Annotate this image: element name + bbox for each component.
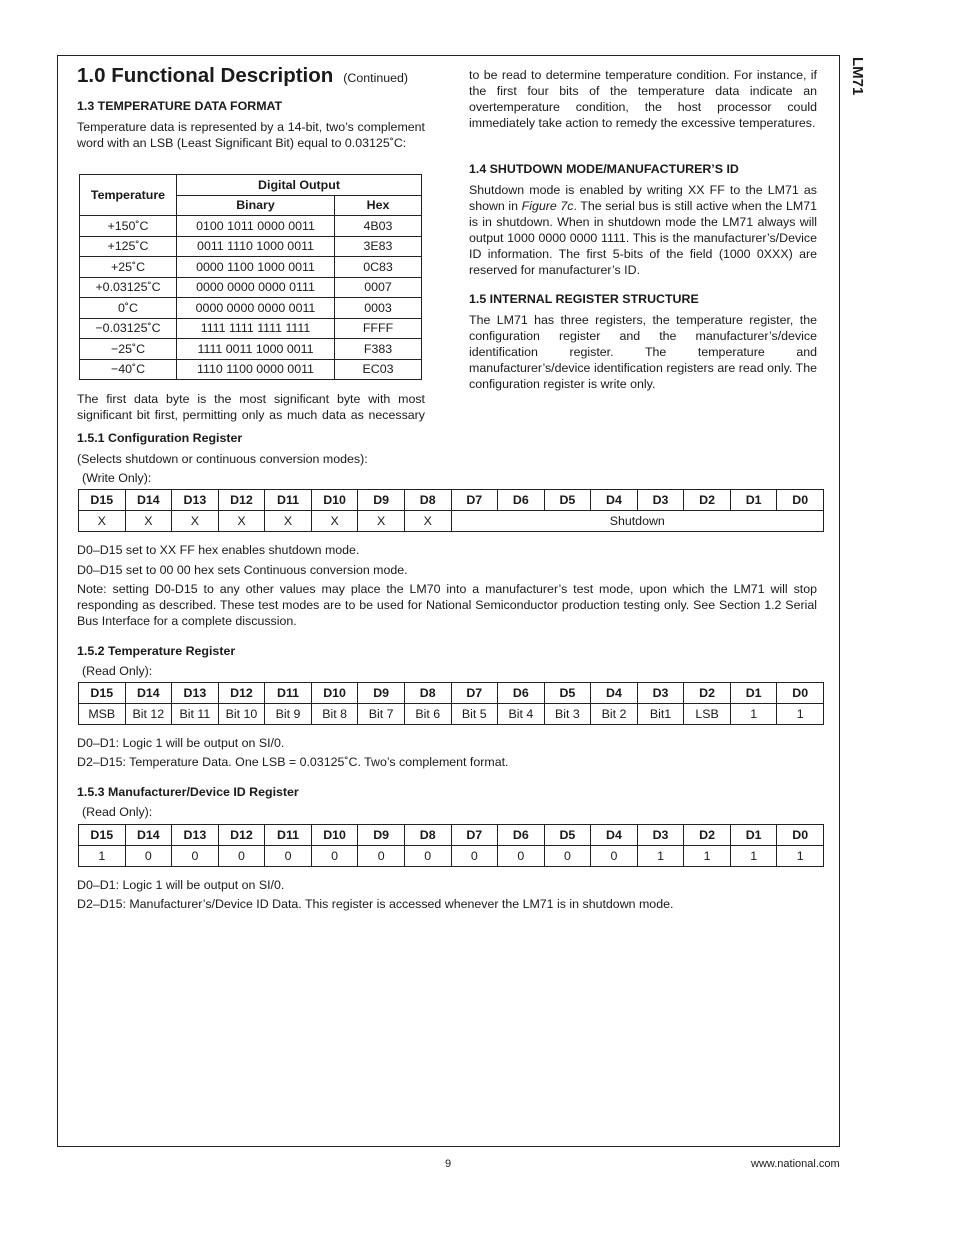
bit-header-cell: D11 <box>265 490 312 511</box>
bit-header-cell: D8 <box>404 683 451 704</box>
continued-note: (Continued) <box>343 71 409 85</box>
bit-header-cell: D6 <box>498 490 545 511</box>
bit-header-cell: D0 <box>777 683 824 704</box>
config-register-table <box>78 489 824 532</box>
temperature-row <box>80 277 422 298</box>
bit-header-cell: D7 <box>451 825 498 846</box>
bit-value-cell: 0 <box>544 846 591 867</box>
side-part-label: LM71 <box>849 57 866 96</box>
bit-value-cell: X <box>358 511 405 532</box>
binary-cell: 0000 0000 0000 0011 <box>177 298 335 319</box>
hex-cell: FFFF <box>335 318 422 339</box>
binary-cell: 1111 1111 1111 1111 <box>177 318 335 339</box>
bit-header-row <box>79 683 824 704</box>
config-note-3: Note: setting D0-D15 to any other values may place the LM70 into a manufacturer’s test mode, upon which the LM71 will stop responding as described. These test modes are to be used for National Semiconductor production testing only. See Section 1.2 Serial Bus Interface for a complete discussion. <box>77 582 817 628</box>
bit-value-cell: 1 <box>79 846 126 867</box>
id-note-1: D0–D1: Logic 1 will be output on SI/0. <box>77 878 285 892</box>
col-hex-header: Hex <box>335 195 422 216</box>
col-binary-header: Binary <box>177 195 335 216</box>
bit-header-cell: D13 <box>172 683 219 704</box>
bit-value-cell: X <box>265 511 312 532</box>
bit-header-cell: D9 <box>358 825 405 846</box>
bit-value-cell: X <box>311 511 358 532</box>
temp-cell: +150˚C <box>80 216 177 237</box>
config-register-subtitle: (Selects shutdown or continuous conversion modes): <box>77 452 368 466</box>
col-digital-output-header: Digital Output <box>177 175 422 196</box>
bit-value-cell: Bit 10 <box>218 704 265 725</box>
bit-header-cell: D3 <box>637 825 684 846</box>
bit-value-cell: Bit 2 <box>591 704 638 725</box>
bit-value-cell: 0 <box>125 846 172 867</box>
bit-value-cell: Bit 3 <box>544 704 591 725</box>
bit-value-cell: 0 <box>358 846 405 867</box>
temperature-row <box>80 257 422 278</box>
bit-value-cell: Bit 8 <box>311 704 358 725</box>
bit-value-cell: X <box>125 511 172 532</box>
bit-header-cell: D0 <box>777 490 824 511</box>
bit-header-cell: D1 <box>730 683 777 704</box>
bit-header-cell: D13 <box>172 490 219 511</box>
temp-cell: +25˚C <box>80 257 177 278</box>
bit-header-cell: D2 <box>684 825 731 846</box>
figure-reference: Figure 7c <box>521 199 574 213</box>
bit-header-cell: D14 <box>125 825 172 846</box>
temp-value-row <box>79 704 824 725</box>
bit-value-cell: LSB <box>684 704 731 725</box>
bit-value-cell: 0 <box>404 846 451 867</box>
temp-register-access: (Read Only): <box>82 664 153 678</box>
bit-value-cell: X <box>79 511 126 532</box>
binary-cell: 1110 1100 0000 0011 <box>177 359 335 380</box>
heading-1-3: 1.3 TEMPERATURE DATA FORMAT <box>77 99 283 113</box>
binary-cell: 0000 1100 1000 0011 <box>177 257 335 278</box>
hex-cell: F383 <box>335 339 422 360</box>
shutdown-bits-cell: Shutdown <box>451 511 824 532</box>
config-note-2: D0–D15 set to 00 00 hex sets Continuous conversion mode. <box>77 563 408 577</box>
id-value-row <box>79 846 824 867</box>
hex-cell: 0C83 <box>335 257 422 278</box>
bit-value-cell: MSB <box>79 704 126 725</box>
section-title: 1.0 Functional Description (Continued) <box>77 64 409 87</box>
bit-header-cell: D15 <box>79 825 126 846</box>
bit-header-cell: D10 <box>311 825 358 846</box>
temp-cell: +0.03125˚C <box>80 277 177 298</box>
config-note-1: D0–D15 set to XX FF hex enables shutdown mode. <box>77 543 360 557</box>
bit-header-cell: D4 <box>591 683 638 704</box>
temperature-row <box>80 298 422 319</box>
bit-value-cell: Bit 9 <box>265 704 312 725</box>
heading-1-5-3: 1.5.3 Manufacturer/Device ID Register <box>77 785 299 799</box>
bit-header-cell: D11 <box>265 825 312 846</box>
bit-value-cell: Bit 7 <box>358 704 405 725</box>
paragraph-1-3-after-col2: to be read to determine temperature condition. For instance, if the first four bits of the temperature data indicate an overtemperature condition, the host processor could immediately take action to remedy the excessive temperatures. <box>469 68 817 130</box>
bit-header-cell: D3 <box>637 683 684 704</box>
bit-header-cell: D6 <box>498 683 545 704</box>
temp-note-2: D2–D15: Temperature Data. One LSB = 0.03125˚C. Two’s complement format. <box>77 755 509 769</box>
temperature-row <box>80 236 422 257</box>
hex-cell: 0003 <box>335 298 422 319</box>
config-value-row <box>79 511 824 532</box>
bit-header-cell: D5 <box>544 825 591 846</box>
bit-header-cell: D1 <box>730 490 777 511</box>
temp-cell: 0˚C <box>80 298 177 319</box>
temperature-data-table <box>79 174 422 380</box>
temperature-register-table <box>78 682 824 725</box>
bit-header-cell: D8 <box>404 825 451 846</box>
heading-1-5: 1.5 INTERNAL REGISTER STRUCTURE <box>469 292 699 306</box>
bit-header-cell: D10 <box>311 683 358 704</box>
binary-cell: 0000 0000 0000 0111 <box>177 277 335 298</box>
bit-value-cell: 1 <box>730 704 777 725</box>
bit-value-cell: 1 <box>684 846 731 867</box>
temp-cell: +125˚C <box>80 236 177 257</box>
bit-header-cell: D14 <box>125 490 172 511</box>
bit-value-cell: Bit 11 <box>172 704 219 725</box>
bit-header-cell: D13 <box>172 825 219 846</box>
manufacturer-id-register-table <box>78 824 824 867</box>
heading-1-5-1: 1.5.1 Configuration Register <box>77 431 243 445</box>
bit-value-cell: X <box>172 511 219 532</box>
paragraph-1-4: Shutdown mode is enabled by writing XX FF to the LM71 as shown in Figure 7c. The serial bus is still active when the LM71 is in shutdown. When in shutdown mode the LM71 always will output 1000 0000 0000 1111. This is the manufacturer’s/Device ID information. The first 5-bits of the field (1000 0XXX) are reserved for manufacturer’s ID. <box>469 183 817 277</box>
bit-value-cell: 0 <box>311 846 358 867</box>
temperature-row <box>80 216 422 237</box>
temp-cell: −0.03125˚C <box>80 318 177 339</box>
bit-header-cell: D12 <box>218 683 265 704</box>
bit-value-cell: 1 <box>730 846 777 867</box>
temperature-row <box>80 359 422 380</box>
bit-value-cell: 0 <box>218 846 265 867</box>
bit-header-cell: D8 <box>404 490 451 511</box>
binary-cell: 0011 1110 1000 0011 <box>177 236 335 257</box>
heading-1-5-2: 1.5.2 Temperature Register <box>77 644 236 658</box>
bit-value-cell: Bit1 <box>637 704 684 725</box>
bit-value-cell: Bit 12 <box>125 704 172 725</box>
bit-header-cell: D11 <box>265 683 312 704</box>
bit-header-cell: D9 <box>358 683 405 704</box>
bit-header-cell: D0 <box>777 825 824 846</box>
bit-value-cell: 0 <box>591 846 638 867</box>
bit-header-cell: D7 <box>451 683 498 704</box>
bit-value-cell: 0 <box>172 846 219 867</box>
binary-cell: 1111 0011 1000 0011 <box>177 339 335 360</box>
bit-value-cell: 0 <box>498 846 545 867</box>
bit-value-cell: X <box>404 511 451 532</box>
paragraph-1-3-intro: Temperature data is represented by a 14-bit, two’s complement word with an LSB (Least Significant Bit) equal to 0.03125˚C: <box>77 120 425 150</box>
bit-header-cell: D2 <box>684 683 731 704</box>
hex-cell: 0007 <box>335 277 422 298</box>
paragraph-1-3-after-col1: The first data byte is the most significant byte with most significant bit first, permitting only as much data as necessary <box>77 392 425 422</box>
bit-header-cell: D9 <box>358 490 405 511</box>
bit-value-cell: 1 <box>777 846 824 867</box>
bit-header-cell: D6 <box>498 825 545 846</box>
bit-header-cell: D5 <box>544 683 591 704</box>
binary-cell: 0100 1011 0000 0011 <box>177 216 335 237</box>
bit-value-cell: Bit 4 <box>498 704 545 725</box>
id-note-2: D2–D15: Manufacturer’s/Device ID Data. This register is accessed whenever the LM71 is in shutdown mode. <box>77 897 674 911</box>
bit-value-cell: 0 <box>451 846 498 867</box>
footer-url[interactable]: www.national.com <box>751 1158 840 1170</box>
paragraph-1-5: The LM71 has three registers, the temperature register, the configuration register and the manufacturer’s/device identification register. The temperature and manufacturer’s/device identification registers are read only. The configuration register is write only. <box>469 313 817 391</box>
bit-value-cell: 0 <box>265 846 312 867</box>
bit-header-cell: D2 <box>684 490 731 511</box>
bit-header-cell: D1 <box>730 825 777 846</box>
bit-value-cell: 1 <box>777 704 824 725</box>
temperature-row <box>80 339 422 360</box>
bit-header-cell: D14 <box>125 683 172 704</box>
temperature-row <box>80 318 422 339</box>
temp-cell: −25˚C <box>80 339 177 360</box>
heading-1-4: 1.4 SHUTDOWN MODE/MANUFACTURER’S ID <box>469 162 739 176</box>
bit-header-cell: D10 <box>311 490 358 511</box>
bit-value-cell: Bit 6 <box>404 704 451 725</box>
hex-cell: EC03 <box>335 359 422 380</box>
hex-cell: 3E83 <box>335 236 422 257</box>
bit-header-cell: D15 <box>79 683 126 704</box>
config-register-access: (Write Only): <box>82 471 152 485</box>
bit-header-cell: D3 <box>637 490 684 511</box>
temp-note-1: D0–D1: Logic 1 will be output on SI/0. <box>77 736 285 750</box>
bit-header-cell: D12 <box>218 490 265 511</box>
bit-header-cell: D4 <box>591 490 638 511</box>
bit-value-cell: 1 <box>637 846 684 867</box>
bit-header-cell: D5 <box>544 490 591 511</box>
bit-header-row <box>79 825 824 846</box>
temp-cell: −40˚C <box>80 359 177 380</box>
bit-header-cell: D4 <box>591 825 638 846</box>
bit-value-cell: Bit 5 <box>451 704 498 725</box>
page-number: 9 <box>445 1158 452 1170</box>
bit-header-cell: D12 <box>218 825 265 846</box>
bit-header-cell: D7 <box>451 490 498 511</box>
id-register-access: (Read Only): <box>82 805 153 819</box>
bit-header-row <box>79 490 824 511</box>
bit-value-cell: X <box>218 511 265 532</box>
bit-header-cell: D15 <box>79 490 126 511</box>
col-temperature-header: Temperature <box>80 175 177 216</box>
hex-cell: 4B03 <box>335 216 422 237</box>
